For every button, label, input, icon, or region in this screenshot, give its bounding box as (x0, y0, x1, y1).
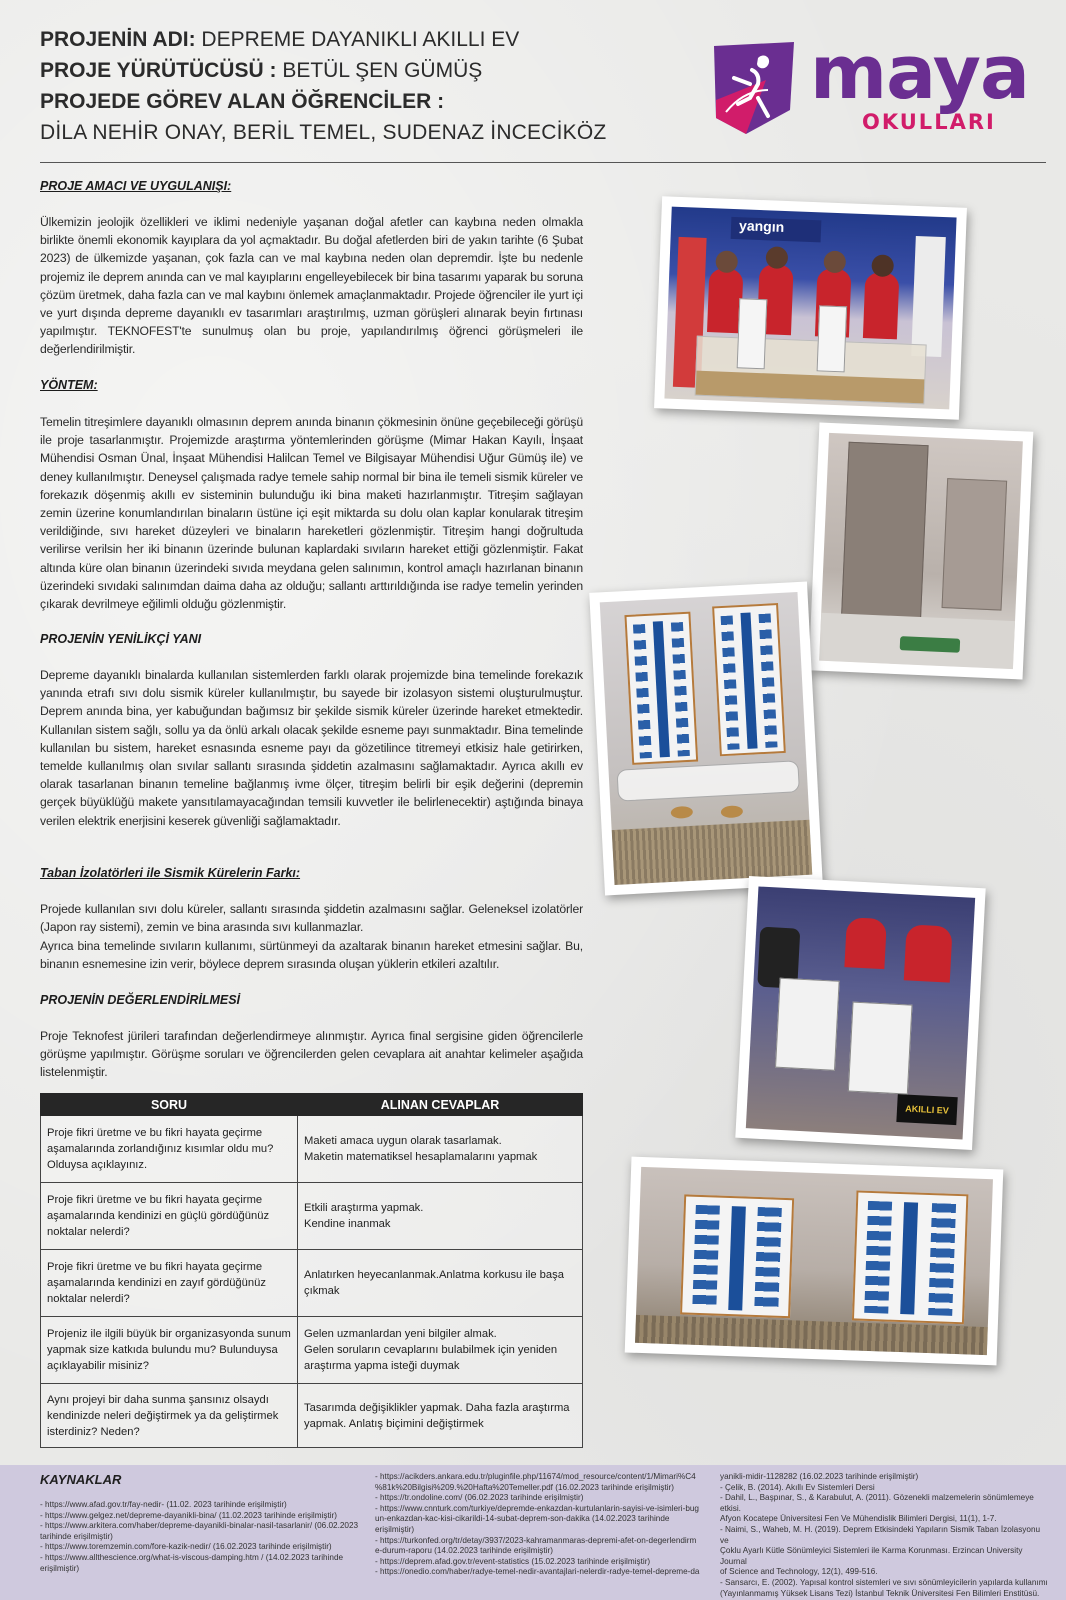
reference-item: - https://www.cnnturk.com/turkiye/depremde-enkazdan-kurtulanlarin-sayisi-ve-isimleri-bug (375, 1503, 699, 1513)
project-name-line (40, 24, 680, 55)
references-column-2 (375, 1472, 705, 1578)
students-label: PROJEDE GÖREV ALAN ÖĞRENCİLER : (40, 90, 445, 113)
method-text: Temelin titreşimlere dayanıklı olmasının deprem anında binanın çökmesinin önüne geçebileceği görüşü ile proje tasarlanmıştır. Projemizde araştırma yöntemlerinden görüşme (Mimar Hakan Kayılı, İnşaat Mühendisi Osman Ünal, İnşaat Mühendisi Halilcan Temel ve Bilgisayar Mühendisi Uğur Gümüş ile) ve deney kullanılmıştır. Deneysel çalışmada radye temele sahip normal bir bina ile temeli sismik küreler ve forekazık döşenmiş akıllı ev sisteminin bulunduğu iki bina maketi hazırlanmıştır. Titreşim sağlayan zemin üzerine konumlandırılan binaların üstüne içi eşit miktarda su dolu olan kaplar konularak titreşim verildiğinde, sıvı hareket düzeyleri ve binaların hareketleri gözlenmiştir. Titreşim hangi doğrultuda verilirse verilsin her iki binanın üzerinde bulunan kaplardaki sıvıların hareket ettiği gözlenmiştir. Fakat altında küre olan binanın üzerindeki sıvıda meydana gelen salınımın, kontrol amaçlı hazırlanan binanın üzerindeki sıvıdaki salınımdan daima daha az olduğu; sallantı arttırıldığında ise radye temelin yerinden çıkarak devrilmeye eğilimli olduğu gözlenmiştir. (40, 415, 583, 612)
reference-item: erişilmiştir) (375, 1524, 415, 1534)
building-model-2 (942, 478, 1008, 610)
soil-layer (612, 820, 813, 885)
student (844, 917, 887, 969)
student (904, 924, 953, 982)
reference-item: of Science and Technology, 12(1), 499-516. (720, 1567, 878, 1577)
answer-cell: Gelen uzmanlardan yeni bilgiler almak. Gelen soruların cevaplarını bulabilmek için yeniden araştırma yapma isteği duymak (298, 1317, 583, 1384)
executor-name: BETÜL ŞEN GÜMÜŞ (282, 59, 483, 82)
table-row (41, 1183, 583, 1250)
seismic-sphere (721, 805, 744, 818)
circuit-board (900, 636, 961, 653)
reference-item: - https://onedio.com/haber/radye-temel-nedir-avantajlari-nelerdir-radye-temel-depreme-da (375, 1567, 700, 1577)
project-name: DEPREME DAYANIKLI AKILLI EV (201, 28, 520, 51)
answer-cell: Anlatırken heyecanlanmak.Anlatma korkusu ile başa çıkmak (298, 1250, 583, 1317)
logo-subtitle: OKULLARI (862, 110, 996, 134)
executor-line (40, 55, 680, 86)
student-names: DİLA NEHİR ONAY, BERİL TEMEL, SUDENAZ İNCECİKÖZ (40, 121, 607, 144)
photo-final-model (625, 1157, 1004, 1366)
tower-right (712, 603, 786, 756)
tower-left (624, 612, 698, 765)
maya-logo (706, 30, 1046, 140)
building-model-1 (841, 442, 929, 625)
reference-item: - https://www.gelgez.net/depreme-dayanikli-bina/ (11.02.2023 tarihinde erişilmiştir) (40, 1510, 338, 1520)
final-tower-left (680, 1194, 794, 1318)
reference-item: Afyon Kocatepe Üniversitesi Fen Ve Mühendislik Bilimleri Dergisi, 11(1), 1-7. (720, 1514, 997, 1524)
method-title: YÖNTEM: (40, 378, 98, 392)
photo-students-exhibition (654, 196, 967, 420)
answer-column-header: ALINAN CEVAPLAR (298, 1094, 583, 1116)
reference-item: - https://www.toremzemin.com/fore-kazik-nedir/ (16.02.2023 tarihinde erişilmiştir) (40, 1542, 332, 1552)
evaluation-text: Proje Teknofest jürileri tarafından değerlendirmeye alınmıştır. Ayrıca final sergisine giden öğrencilerle görüşme yapılmıştır. Görüşme soruları ve öğrencilerden gelen cevaplara ait anahtar kelimeler aşağıda listelenmiştir. (40, 1029, 583, 1080)
logo-wordmark: maya (810, 30, 1029, 116)
reference-item: (Yayınlanmamış Yüksek Lisans Tezi) İstanbul Teknik Üniversitesi Fen Bilimleri Enstitüsü. (720, 1588, 1040, 1598)
table-row (41, 1250, 583, 1317)
difference-text-2: Ayrıca bina temelinde sıvıların kullanımı, sürtünmeyi da azaltarak binanın hareket etmesini sağlar. Bu, binanın esnemesine izin verir, böylece deprem sırasında oluşan yüklerin etkileri azaltılır. (40, 939, 583, 972)
photo-building-prototype (809, 422, 1034, 679)
reference-item: - https://acikders.ankara.edu.tr/pluginfile.php/11674/mod_resource/content/1/Mimari%C4 (375, 1472, 696, 1481)
evaluation-title: PROJENİN DEĞERLENDİRİLMESİ (40, 993, 241, 1007)
question-cell: Proje fikri üretme ve bu fikri hayata geçirme aşamalarında kendinizi en zayıf gördüğünüz noktalar nelerdi? (41, 1250, 298, 1317)
innovation-text: Depreme dayanıklı binalarda kullanılan sistemlerden farklı olarak projemizde bina temelinde forekazık yanında etrafı sıvı dolu sismik küreler kullanılmıştır, bu sayede bir izolasyon sistemi oluşturulmuştur. Deprem anında bina, yer kabuğundan bağımsız bir şekilde sismik küreler üzerinde hareket etmektedir. Kullanılan sistem sağlı, sollu ya da önlü arkalı olacak şekilde esneme payı sunmaktadır. Bina temelinde kullanılan bu sistem, hareket esnasında esneme payı da gözetilince titremeyi etkisiz hale getirirken, temelde kullanılmış olan sıvılar sallantı sırasında şiddetin azalmasını sağlamaktadır. Ayrıca akıllı ev olarak tasarlanan binanın temeline bağlanmış ivme ölçer, titreşim belirli bir eşik değerini (depremin gerçek büyüklüğü makete yansıtılamayacağından temsili kuvvetler ile belirlenecektir) aştığında binaya verilen elektrik enerjisini keserek güvenliği sağlamaktadır. (40, 668, 583, 828)
reference-item: erişilmiştir) (40, 1563, 80, 1573)
aim-text: Ülkemizin jeolojik özellikleri ve iklimi nedeniyle yaşanan doğal afetler can kaybına neden olmakla birlikte önemli ekonomik kayıplara da yol açmaktadır. Bu doğal afetlerden biri de yakın tarihte (6 Şubat 2023) de ülkemizde yaşanan, çok fazla can ve mal kaybına neden olan depremdir. İşte bu nedenle projemiz ile deprem anında can ve mal kayıplarını engelleyebilecek bir bina tasarımı yaparak bu soruna çözüm üretmek, daha fazla can ve mal kaybını önlemek amaçlanmaktadır. Projede öğrenciler ile yurt içi ve yurt dışında depreme dayanıklı ev tasarımları araştırılmış, uzman görüşleri alınarak beyin fırtınası yapılmıştır. TEKNOFEST'te sunulmuş olan bu proje, yapılandırılmış öğrenci görüşmeleri ile değerlendirilmiştir. (40, 215, 583, 357)
innovation-section (40, 632, 583, 646)
answer-cell: Tasarımda değişiklikler yapmak. Daha fazla araştırma yapmak. Anlatış biçimini değiştirmek (298, 1384, 583, 1448)
model-display (695, 336, 927, 405)
question-cell: Proje fikri üretme ve bu fikri hayata geçirme aşamalarında zorlandığınız kısımlar oldu mu? Olduysa açıklayınız. (41, 1116, 298, 1183)
acrylic-base (617, 760, 800, 801)
question-cell: Projeniz ile ilgili büyük bir organizasyonda sunum yapmak size katkıda bulundu mu? Bulunduysa açıklayabilir misiniz? (41, 1317, 298, 1384)
akilli-ev-sign: AKILLI EV (896, 1094, 957, 1125)
reference-item: un-enkazdan-kac-kisi-cikarildi-14-subat-deprem-son-dakika (14.02.2023 tarihinde (375, 1514, 670, 1524)
project-name-label: PROJENİN ADI: (40, 28, 196, 51)
question-column-header: SORU (41, 1094, 298, 1116)
difference-text-1: Projede kullanılan sıvı dolu küreler, sallantı sırasında şiddetin azalmasını sağlar. Geleneksel izolatörler (Japon ray sistemi), zemin ve bina arasında sıvı kullanmazlar. (40, 902, 583, 935)
aim-section (40, 179, 583, 193)
reference-item: - https://deprem.afad.gov.tr/event-statistics (15.02.2023 tarihinde erişilmiştir) (375, 1556, 651, 1566)
question-cell: Aynı projeyi bir daha sunma şansınız olsaydı kendinizde neleri değiştirmek ya da geliştirmek isterdiniz? Neden? (41, 1384, 298, 1448)
reference-item: - https://turkonfed.org/tr/detay/3937/2023-kahramanmaras-depremi-afet-on-degerlendirm (375, 1535, 697, 1545)
students-line (40, 86, 680, 117)
references-column-1 (40, 1500, 360, 1574)
innovation-title: PROJENİN YENİLİKÇİ YANI (40, 632, 202, 646)
method-section (40, 378, 583, 392)
executor-label: PROJE YÜRÜTÜCÜSÜ : (40, 59, 277, 82)
photo-presentation (735, 876, 985, 1150)
reference-item: - https://tr.ondoline.com/ (06.02.2023 tarihinde erişilmiştir) (375, 1493, 584, 1503)
reference-item: - Sansarcı, E. (2002). Yapısal kontrol sistemleri ve sıvı sönümleyicilerin yapılarda kullanımı (720, 1577, 1048, 1587)
interview-table (40, 1093, 583, 1448)
reference-item: - Naimi, S., Waheb, M. H. (2019). Deprem Etkisindeki Yapıların Sismik Taban İzolasyonu ve (720, 1524, 1041, 1545)
model-tower (848, 1002, 913, 1095)
answer-cell: Maketi amaca uygun olarak tasarlamak. Maketin matematiksel hesaplamalarını yapmak (298, 1116, 583, 1183)
model-tower (775, 978, 840, 1071)
poster-header (40, 24, 680, 148)
table-row (41, 1116, 583, 1183)
table-header-row (41, 1094, 583, 1116)
reference-item: e-durum-raporu (14.02.2023 tarihinde erişilmiştir) (375, 1546, 553, 1556)
banner-text: yangın (731, 217, 822, 242)
reference-item: - Çelik, B. (2014). Akıllı Ev Sistemleri Dersi (720, 1482, 875, 1492)
poster-stand (911, 236, 946, 357)
references-title: KAYNAKLAR (40, 1472, 122, 1487)
reference-item: yanikli-midir-1128282 (16.02.2023 tarihinde erişilmiştir) (720, 1472, 919, 1481)
reference-item: - https://www.afad.gov.tr/fay-nedir- (11.02. 2023 tarihinde erişilmiştir) (40, 1500, 287, 1509)
reference-item: Çoklu Ayarlı Kütle Sönümleyici Sistemleri ile Karma Korunması. Erzincan University Journal (720, 1546, 1023, 1566)
reference-item: - Dahil, L., Başpınar, S., & Karabulut, A. (2011). Gözenekli malzemelerin sönümlemeye etkisi. (720, 1493, 1034, 1513)
final-tower-right (852, 1190, 968, 1324)
reference-item: tarihinde erişilmiştir) (40, 1531, 113, 1541)
header-divider (40, 162, 1046, 163)
table-row (41, 1317, 583, 1384)
reference-item: - https://www.allthescience.org/what-is-viscous-damping.htm / (14.02.2023 tarihinde (40, 1552, 344, 1562)
evaluation-section (40, 993, 583, 1007)
seismic-sphere (671, 806, 694, 819)
references-column-3 (720, 1472, 1050, 1599)
aim-title: PROJE AMACI VE UYGULANIŞI: (40, 179, 232, 193)
difference-title: Taban İzolatörleri ile Sismik Kürelerin Farkı: (40, 866, 301, 880)
reference-item: - https://www.arkitera.com/haber/depreme-dayanikli-binalar-nasil-tasarlanir/ (06.02.2023 (40, 1521, 359, 1531)
answer-cell: Etkili araştırma yapmak. Kendine inanmak (298, 1183, 583, 1250)
reference-item: %81k%20Bilgisi%209.%20Hafta%20Temeller.pdf (16.02.2023 tarihinde erişilmiştir) (375, 1482, 674, 1492)
logo-mark-icon (706, 40, 802, 136)
question-cell: Proje fikri üretme ve bu fikri hayata geçirme aşamalarında kendinizi en güçlü gördüğünüz noktalar nelerdi? (41, 1183, 298, 1250)
table-row (41, 1384, 583, 1448)
difference-section (40, 866, 583, 880)
photo-towers-spheres (589, 582, 823, 896)
